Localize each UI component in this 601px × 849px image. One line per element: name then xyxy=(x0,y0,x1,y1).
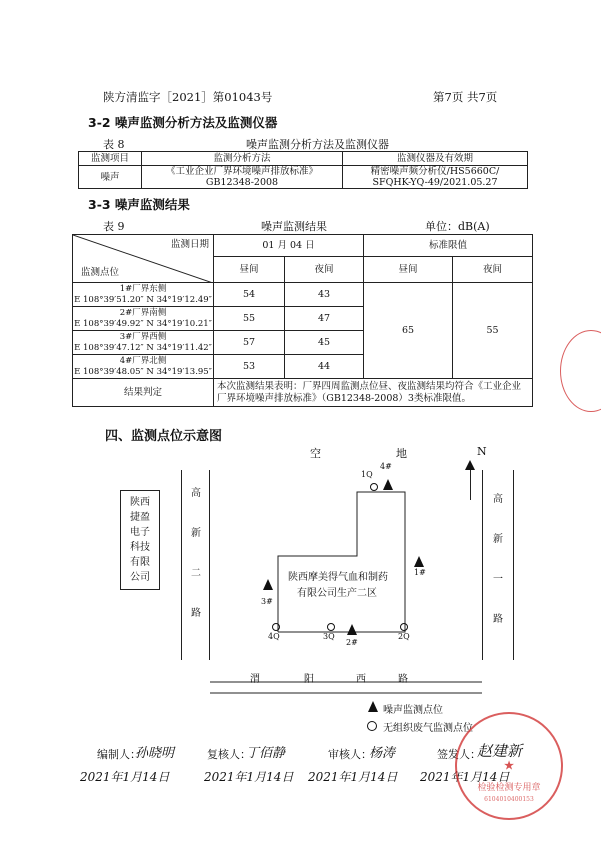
table8-title: 噪声监测分析方法及监测仪器 xyxy=(246,138,389,151)
gas-point-3q-icon xyxy=(327,623,335,631)
point-2q-label: 2Q xyxy=(398,632,410,641)
t9-night: 夜间 xyxy=(285,257,364,283)
compile-label: 编制人： xyxy=(97,748,141,761)
road-bottom-label-4: 路 xyxy=(398,674,408,685)
noise-point-2-icon xyxy=(347,624,357,635)
north-label: N xyxy=(477,445,487,458)
compile-signature: 孙晓明 xyxy=(135,746,175,761)
road-left-label: 高 新 二 路 xyxy=(191,488,201,619)
point-2-label: 2# xyxy=(346,638,358,647)
company-left-box: 陕西 捷盈 电子 科技 有限 公司 xyxy=(120,490,160,590)
noise-point-3-icon xyxy=(263,579,273,590)
t9-row-day: 54 xyxy=(214,283,285,307)
date-3: 2021年1月14日 xyxy=(308,770,398,784)
table9-title: 噪声监测结果 xyxy=(261,220,327,233)
t8-col-inst: 监测仪器及有效期 xyxy=(343,152,528,166)
road-bottom-label-1: 渭 xyxy=(250,674,260,685)
table9-number: 表 9 xyxy=(103,220,125,233)
point-3-label: 3# xyxy=(261,597,273,606)
t9-row-night: 45 xyxy=(285,331,364,355)
review-label: 复核人： xyxy=(207,748,251,761)
table8-number: 表 8 xyxy=(103,138,125,151)
review-signature: 丁佰静 xyxy=(246,746,286,761)
t9-limit-day: 65 xyxy=(364,283,453,379)
t9-std-day: 昼间 xyxy=(364,257,453,283)
legend-gas-icon xyxy=(367,721,377,731)
t9-row-day: 55 xyxy=(214,307,285,331)
seal-star-icon: ★ xyxy=(504,759,514,772)
t9-row-day: 57 xyxy=(214,331,285,355)
t9-h-point: 监测点位 xyxy=(81,267,120,278)
plant-name-2: 有限公司生产二区 xyxy=(297,588,377,599)
official-seal xyxy=(455,712,563,820)
t9-row-night: 43 xyxy=(285,283,364,307)
t9-row-point: 2#厂界南侧 E 108°39′49.92″ N 34°19′10.21″ xyxy=(74,307,212,329)
seal-number: 6104010400153 xyxy=(484,796,534,803)
legend-noise-icon xyxy=(368,701,378,712)
gas-point-4q-icon xyxy=(272,623,280,631)
point-1q-label: 1Q xyxy=(361,470,373,479)
t9-h-date: 监测日期 xyxy=(170,239,209,250)
point-4q-label: 4Q xyxy=(268,632,280,641)
t9-row-night: 44 xyxy=(285,355,364,379)
noise-point-4-icon xyxy=(383,479,393,490)
gas-point-1q-icon xyxy=(370,483,378,491)
plant-name-1: 陕西摩美得气血和制药 xyxy=(288,572,388,583)
date-4: 2021年1月14日 xyxy=(420,770,510,784)
point-1-label: 1# xyxy=(414,568,426,577)
t9-row-point: 1#厂界东侧 E 108°39′51.20″ N 34°19′12.49″ xyxy=(74,283,212,305)
t9-row-point: 4#厂界北侧 E 108°39′48.05″ N 34°19′13.95″ xyxy=(74,355,212,377)
point-3q-label: 3Q xyxy=(323,632,335,641)
audit-label: 审核人： xyxy=(328,748,372,761)
t8-method: 《工业企业厂界环境噪声排放标准》 GB12348-2008 xyxy=(142,166,343,189)
t8-col-method: 监测分析方法 xyxy=(142,152,343,166)
point-4-label: 4# xyxy=(380,462,392,471)
t9-verdict: 本次监测结果表明：厂界四周监测点位昼、夜监测结果均符合《工业企业厂界环境噪声排放标准》（GB12348-2008）3类标准限值。 xyxy=(214,379,533,407)
t8-col-item: 监测项目 xyxy=(79,152,142,166)
road-right-label: 高 新 一 路 xyxy=(493,494,503,625)
t9-row-point: 3#厂界西侧 E 108°39′47.12″ N 34°19′11.42″ xyxy=(74,331,212,353)
map-top-di: 地 xyxy=(396,447,407,460)
legend-noise-label: 噪声监测点位 xyxy=(383,705,443,716)
table9-unit: 单位：dB(A) xyxy=(425,220,490,233)
seal-text: 检验检测专用章 xyxy=(477,783,541,793)
date-1: 2021年1月14日 xyxy=(80,770,170,784)
section-4-title: 四、监测点位示意图 xyxy=(105,429,223,444)
t8-inst: 精密噪声频分析仪/HS5660C/ SFQHK-YQ-49/2021.05.27 xyxy=(343,166,528,189)
road-bottom-label-3: 西 xyxy=(356,674,366,685)
noise-point-1-icon xyxy=(414,556,424,567)
t9-row-night: 47 xyxy=(285,307,364,331)
t9-std: 标准限值 xyxy=(364,235,533,257)
t9-day: 昼间 xyxy=(214,257,285,283)
t9-row-day: 53 xyxy=(214,355,285,379)
section-3-2-title: 3-2 噪声监测分析方法及监测仪器 xyxy=(88,115,278,130)
date-2: 2021年1月14日 xyxy=(204,770,294,784)
t9-limit-night: 55 xyxy=(453,283,533,379)
issue-label: 签发人： xyxy=(437,748,481,761)
t9-verdict-label: 结果判定 xyxy=(73,379,214,407)
legend-gas-label: 无组织废气监测点位 xyxy=(383,723,473,734)
gas-point-2q-icon xyxy=(400,623,408,631)
section-3-3-title: 3-3 噪声监测结果 xyxy=(88,197,190,212)
issue-signature: 赵建新 xyxy=(477,742,523,760)
t9-date: 01 月 04 日 xyxy=(214,235,364,257)
doc-number: 陕方清监字［2021］第01043号 xyxy=(103,90,273,104)
audit-signature: 杨涛 xyxy=(369,746,396,761)
map-top-kong: 空 xyxy=(310,447,321,460)
t8-item: 噪声 xyxy=(79,166,142,189)
road-bottom-label-2: 阳 xyxy=(304,674,314,685)
t9-std-night: 夜间 xyxy=(453,257,533,283)
page-number: 第7页 共7页 xyxy=(433,90,498,104)
